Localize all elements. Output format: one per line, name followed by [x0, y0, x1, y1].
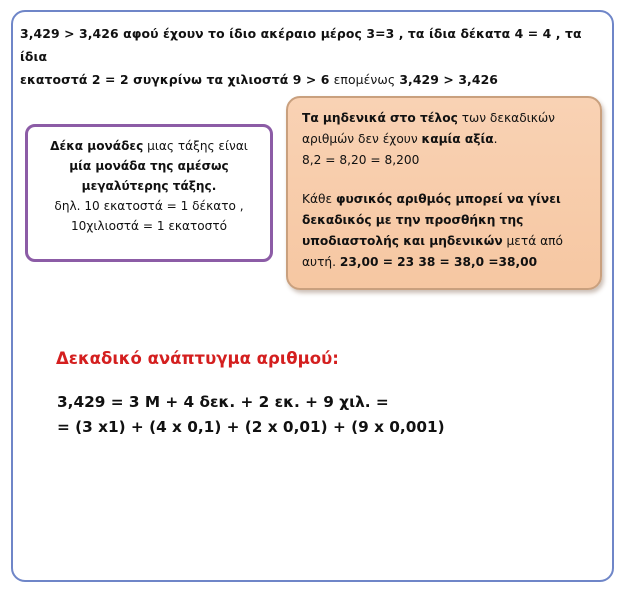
natural-number-line-4-bold: 23,00 = 23 38 = 38,0 =38,00 [339, 255, 538, 269]
zeros-paragraph-gap [302, 171, 590, 189]
zeros-line-2 [302, 129, 590, 150]
comparison-paragraph [20, 22, 610, 91]
zeros-line-3: 8,2 = 8,20 = 8,200 [302, 153, 420, 167]
zeros-line-2-start: αριθμών δεν έχουν [302, 132, 422, 146]
place-value-line-5: 10χιλιοστά = 1 εκατοστό [70, 219, 228, 233]
zeros-rule-box [286, 96, 602, 290]
zeros-line-2-end: . [493, 132, 498, 146]
decimal-expansion-heading: Δεκαδικό ανάπτυγμα αριθμού: [56, 349, 339, 368]
comparison-line-1: 3,429 > 3,426 αφού έχουν το ίδιο ακέραιο μέρος 3=3 , τα ίδια δέκατα 4 = 4 , τα ίδια [20, 26, 582, 64]
comparison-line-2 [20, 68, 610, 91]
natural-number-line-3-bold: υποδιαστολής και μηδενικών [302, 234, 503, 248]
natural-number-line-1-bold: φυσικός αριθμός μπορεί να γίνει [335, 192, 561, 206]
place-value-line-1-bold: Δέκα μονάδες [50, 139, 144, 153]
natural-number-line-4 [302, 252, 590, 273]
zeros-line-1-rest: των δεκαδικών [457, 111, 555, 125]
natural-number-line-2: δεκαδικός με την προσθήκη της [302, 213, 524, 227]
place-value-line-3: μεγαλύτερης τάξης. [81, 179, 217, 193]
place-value-line-1-rest: μιας τάξης είναι [143, 139, 248, 153]
zeros-line-2-bold: καμία αξία [421, 132, 494, 146]
decimal-expansion-line-2: = (3 x1) + (4 x 0,1) + (2 x 0,01) + (9 x 0,001) [57, 418, 445, 436]
zeros-line-1-bold: Τα μηδενικά στο τέλος [302, 111, 458, 125]
decimal-expansion [57, 390, 445, 440]
place-value-line-4: δηλ. 10 εκατοστά = 1 δέκατο , [54, 199, 244, 213]
place-value-rule-box [25, 124, 273, 262]
natural-number-line-3 [302, 231, 590, 252]
natural-number-line-1 [302, 189, 590, 210]
comparison-line-2-middle: επομένως [329, 72, 400, 87]
decimal-expansion-line-1: 3,429 = 3 Μ + 4 δεκ. + 2 εκ. + 9 χιλ. = [57, 393, 389, 411]
place-value-line-1 [28, 136, 270, 156]
natural-number-line-1-start: Κάθε [302, 192, 336, 206]
comparison-line-2-start: εκατοστά 2 = 2 συγκρίνω τα χιλιοστά 9 > 6 [20, 72, 330, 87]
comparison-line-2-end: 3,429 > 3,426 [399, 72, 499, 87]
natural-number-line-3-rest: μετά από [502, 234, 563, 248]
zeros-line-1 [302, 108, 590, 129]
place-value-line-2: μία μονάδα της αμέσως [69, 159, 229, 173]
natural-number-line-4-start: αυτή. [302, 255, 340, 269]
